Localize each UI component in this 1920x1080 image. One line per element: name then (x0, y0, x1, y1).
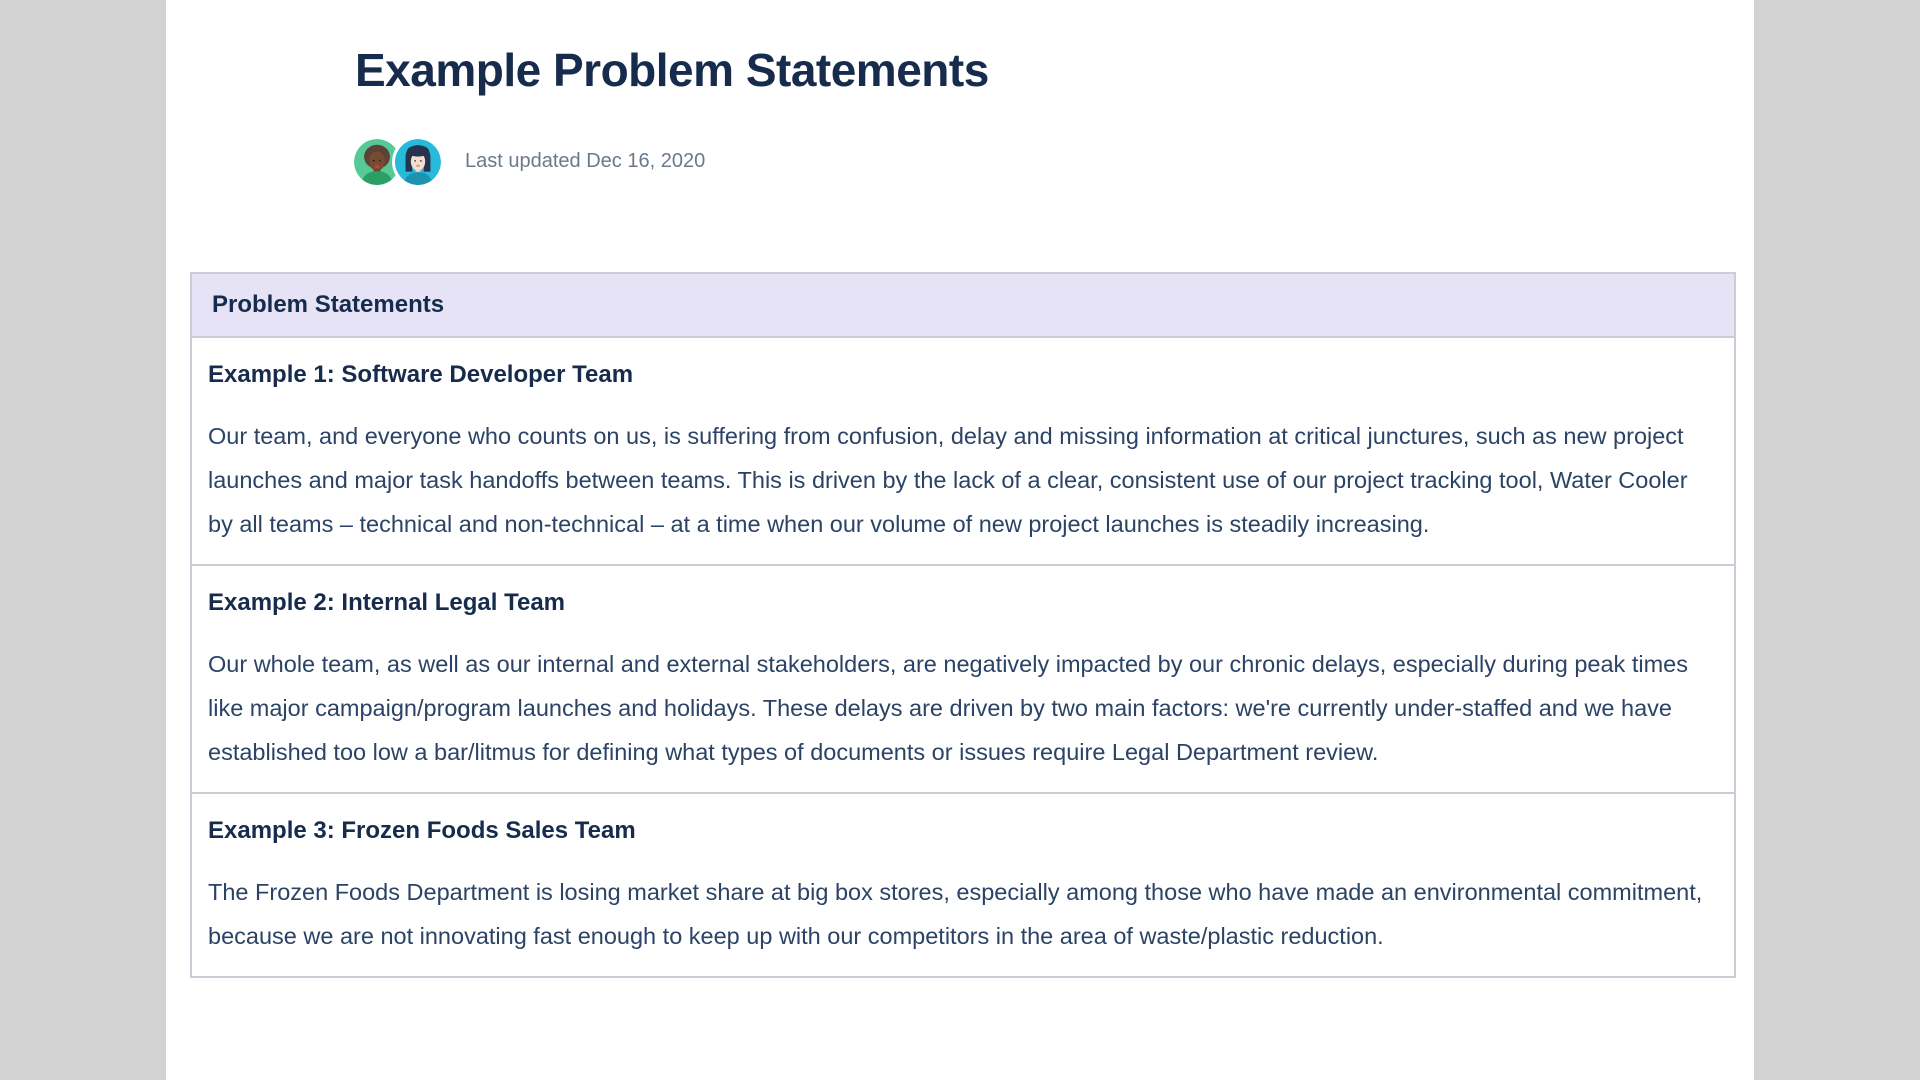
example-2-body: Our whole team, as well as our internal and external stakeholders, are negatively impacted by our chronic delays, especially during peak times like major campaign/program launches and holidays. These delays are driven by two main factors: we're currently under-staffed and we have established too low a bar/litmus for defining what types of documents or issues require Legal Department review. (208, 650, 1688, 765)
problem-statements-table (190, 272, 1736, 978)
table-header-row (191, 273, 1735, 337)
contributor-avatar-1[interactable] (354, 139, 400, 185)
last-updated-text[interactable]: Last updated Dec 16, 2020 (465, 150, 706, 173)
table-row (191, 337, 1735, 565)
table-cell-example-2 (191, 565, 1735, 793)
example-3-heading: Example 3: Frozen Foods Sales Team (208, 816, 636, 844)
contributor-avatars (354, 139, 441, 185)
byline (354, 138, 1754, 186)
example-1-body: Our team, and everyone who counts on us, is suffering from confusion, delay and missing information at critical junctures, such as new project launches and major task handoffs between teams. This is driven by the lack of a clear, consistent use of our project tracking tool, Water Cooler by all teams – technical and non-technical – at a time when our volume of new project launches is steadily increasing. (208, 422, 1688, 537)
example-1-heading: Example 1: Software Developer Team (208, 360, 634, 388)
example-2-heading: Example 2: Internal Legal Team (208, 588, 566, 616)
table-cell-example-3 (191, 793, 1735, 977)
table-cell-example-1 (191, 337, 1735, 565)
table-row (191, 565, 1735, 793)
person-avatar-icon (354, 139, 400, 185)
page-title: Example Problem Statements (355, 44, 989, 96)
person-avatar-icon (395, 139, 441, 185)
contributor-avatar-2[interactable] (395, 139, 441, 185)
document-page (166, 0, 1754, 1080)
example-3-body: The Frozen Foods Department is losing market share at big box stores, especially among those who have made an environmental commitment, because we are not innovating fast enough to keep up with our competitors in the area of waste/plastic reduction. (208, 878, 1703, 949)
table-header-cell: Problem Statements (191, 273, 1735, 337)
table-row (191, 793, 1735, 977)
